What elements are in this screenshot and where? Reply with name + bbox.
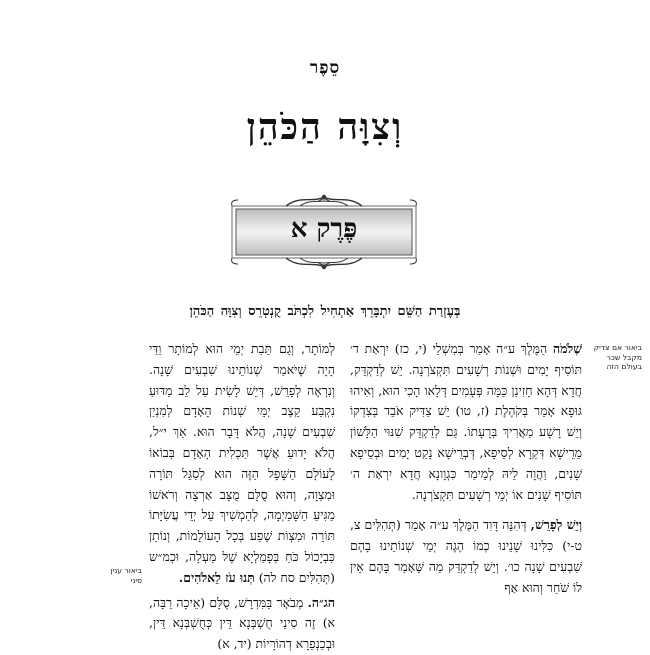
book-label: סֵפֶר xyxy=(309,58,341,78)
paragraph-text: הַמֶּלֶךְ ע״ה אָמַר בְּמִשְׁלֵי (י, כז) יִרְאַת ד׳ תּוֹסִיף יָמִים וּשְׁנוֹת רְשָׁעִים תִּקְצֹרְנָה. יֵשׁ לְדַקְדֵּק, חֲדָא דְּהָא חָזִינַן כַּמָּה פְּעָמִים דְּלָאו הָכִי הוּא, וְאִיהוּ גּוּפָא אָמַר בְּקֹהֶלֶת (ז, טו) יֵשׁ צַדִּיק אֹבֵד בְּצִדְקוֹ וְיֵשׁ רָשָׁע מַאֲרִיךְ בְּרָעָתוֹ. גַּם לְדַקְדֵּק שִׁנּוּי הַלָּשׁוֹן מֵרֵישָׁא דִּקְרָא לְסֵיפָא, דְּבְרֵישָׁא נָקַט יָמִים וּבְסֵיפָא שָׁנִים, וַהֲוָה לֵיהּ לְמֵימַר כִּגְוָונָא חֲדָא יִרְאַת ה׳ תּוֹסִיף שָׁנִים אוֹ יְמֵי רְשָׁעִים תִּקְצֹרְנָה. xyxy=(350,341,582,502)
right-column xyxy=(350,339,582,599)
paragraph xyxy=(149,339,335,589)
paragraph-text: לְמוֹתָר, וְגַם תֵּבַת יְמֵי הוּא לְמוֹתָר וַדַּי הָיָה שֶׁיֹּאמַר שְׁנוֹתֵינוּ שִׁבְעִים שָׁנָה. וְנִרְאֶה לְפָרֵשׁ, דְּיֵשׁ לָשִׂית עַל לֵב מַדּוּעַ נִקְבַּע קֵצֶב יְמֵי שְׁנוֹת הָאָדָם לְמִנְיַן שִׁבְעִים שָׁנָה, הֲלֹא דָּבָר הוּא. אַךְ י״ל, הֲלֹא יָדוּעַ אֲשֶׁר תַּכְלִית הָאָדָם בְּבוֹאוֹ לָעוֹלָם הַשָּׁפָל הַזֶּה הוּא לְסַגֵּל תּוֹרָה וּמִצְוָה, וְהוּא סֻלָּם מֻצָּב אַרְצָה וְרֹאשׁוֹ מַגִּיעַ הַשָּׁמַיְמָה, לְהַמְשִׁיךְ עַל יְדֵי עֲשִׂיָּתוֹ תּוֹרָה וּמִצְוֹת שֶׁפַע בְּכָל הָעוֹלָמוֹת, וְנוֹתֵן כִּבְיָכוֹל כֹּחַ בְּפָמַלְיָא שֶׁל מַעְלָה, וּכְמ״ש (תְּהִלִּים סח לה) xyxy=(149,341,335,585)
side-note-right: ביאור אם צדיק מקבל שכר בעולם הזה xyxy=(593,343,642,371)
paragraph-lead: שְׁלֹמֹה xyxy=(552,341,582,356)
book-title: וְצִוָּה הַכֹּהֵן xyxy=(246,106,404,148)
paragraph-text: דְּהִנֵּה דָּוִד הַמֶּלֶךְ ע״ה אָמַר (תְּהִלִּים צ, ט-י) כִּלִּינוּ שָׁנֵינוּ כְמוֹ הֶגֶה יְמֵי שְׁנוֹתֵינוּ בָהֶם שִׁבְעִים שָׁנָה כו׳. וְיֵשׁ לְדַקְדֵּק מַה שֶּׁאָמַר בָּהֶם אֵין לוֹ שֹׁחַר וְהוּא אַף xyxy=(350,517,582,595)
paragraph xyxy=(350,339,582,505)
paragraph-lead: וְיֵשׁ לְפָרֵשׁ, xyxy=(530,517,582,533)
paragraph xyxy=(149,593,335,655)
paragraph xyxy=(350,515,582,598)
left-column xyxy=(149,339,335,655)
paragraph-lead: הג״ה. xyxy=(307,594,335,610)
opening-line: בְּעֶזְרַת הַשֵּׁם יִתְבָּרֵךְ אַתְחִיל לִכְתֹּב קֻנְטְרֵס וְצִוָּה הַכֹּהֵן xyxy=(189,304,461,319)
chapter-title: פֶּרֶק א xyxy=(290,214,358,244)
side-note-left: ביאור ענין סיני xyxy=(110,566,142,585)
chapter-banner xyxy=(230,193,418,271)
verse-quote: תְּנוּ עֹז לֵאלֹהִים. xyxy=(178,569,255,585)
paragraph-text: מְבֹאָר בַּמִּדְרָשׁ, סֻלָּם (אֵיכָה רַבָּה, א) זֶה סִינַי חֻשְׁבְּנָא דֵּין כְּחֻשְׁבְּנָא דֵּין, וּבְכַנְפֵרָא דְהוֹרָיוֹת (יד, א) xyxy=(149,594,335,652)
